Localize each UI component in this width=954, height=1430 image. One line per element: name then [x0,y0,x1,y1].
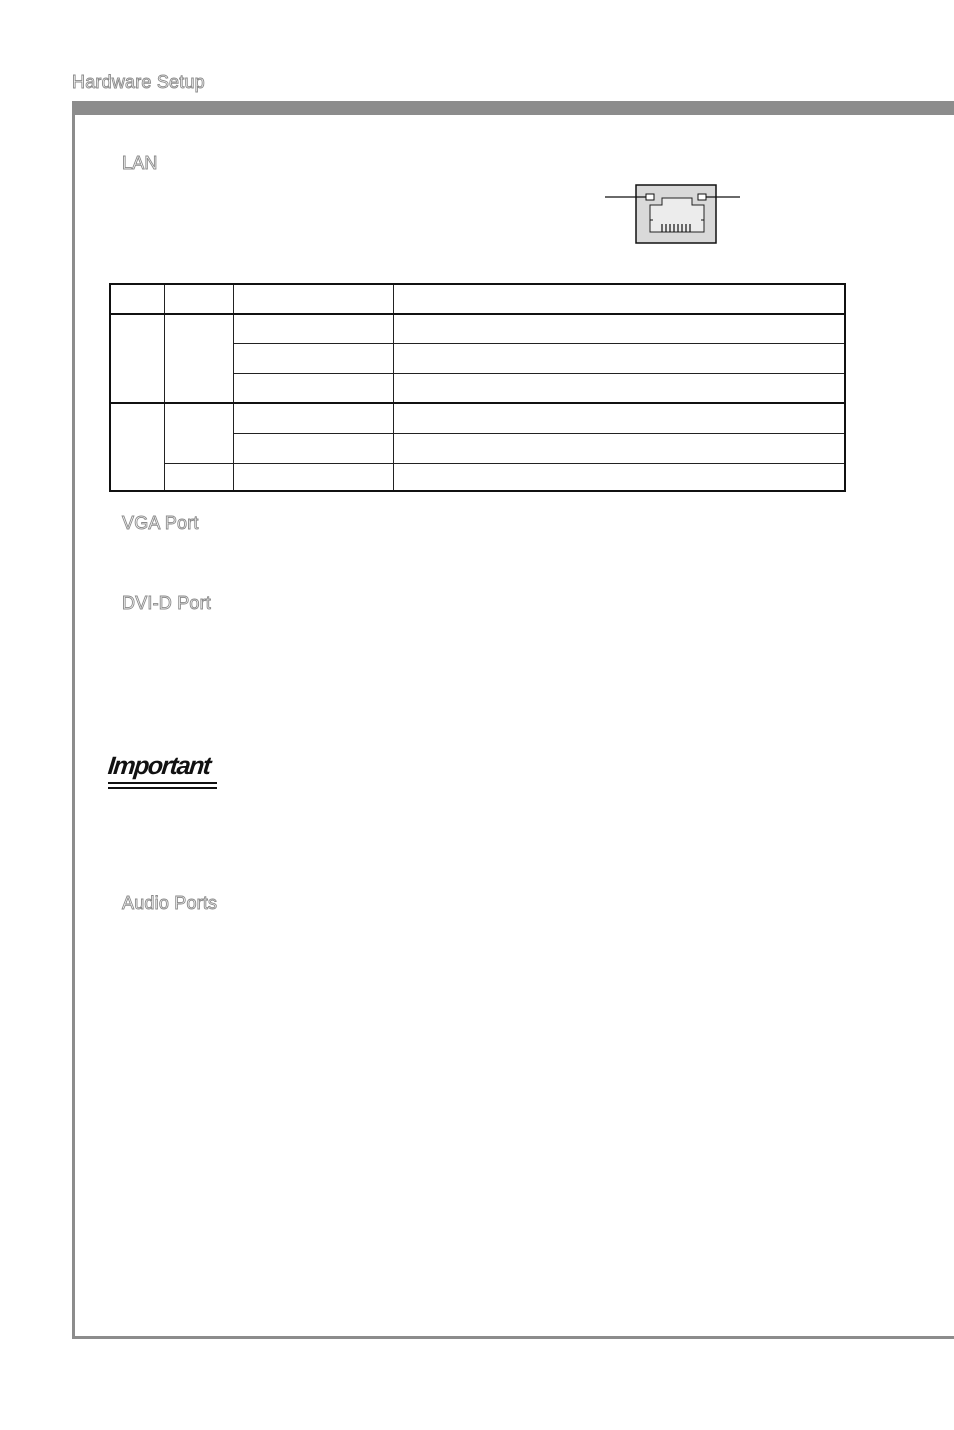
table-header-cell [164,284,233,314]
section-heading-audio: Audio Ports [122,893,218,913]
table-cell [110,403,164,491]
table-cell [393,314,845,343]
table-cell [393,403,845,433]
table-cell [393,343,845,373]
table-row [110,463,845,491]
table-row [110,314,845,343]
important-label: Important [106,752,212,780]
table-row [110,403,845,433]
table-cell [233,463,393,491]
table-cell [233,314,393,343]
section-heading-dvi: DVI-D Port [122,593,212,613]
lan-led-left [646,194,654,200]
table-cell [233,343,393,373]
table-header-cell [110,284,164,314]
page-header-title: Hardware Setup [72,72,205,92]
table-cell [233,433,393,463]
table-cell [233,373,393,403]
table-cell [393,373,845,403]
section-heading-lan: LAN [122,153,158,173]
footer-rule [72,1336,954,1339]
header-bar [72,101,954,115]
table-cell [164,314,233,403]
table-header-cell [393,284,845,314]
table-header-row [110,284,845,314]
table-cell [393,433,845,463]
section-heading-vga: VGA Port [122,513,199,533]
table-header-cell [233,284,393,314]
table-cell [393,463,845,491]
lan-port-diagram [600,180,750,250]
lan-led-table [109,283,846,492]
table-cell [233,403,393,433]
table-cell [164,403,233,463]
lan-led-right [698,194,706,200]
important-underline [108,782,217,789]
table-cell [164,463,233,491]
table-cell [110,314,164,403]
left-margin-rule [72,101,75,1339]
